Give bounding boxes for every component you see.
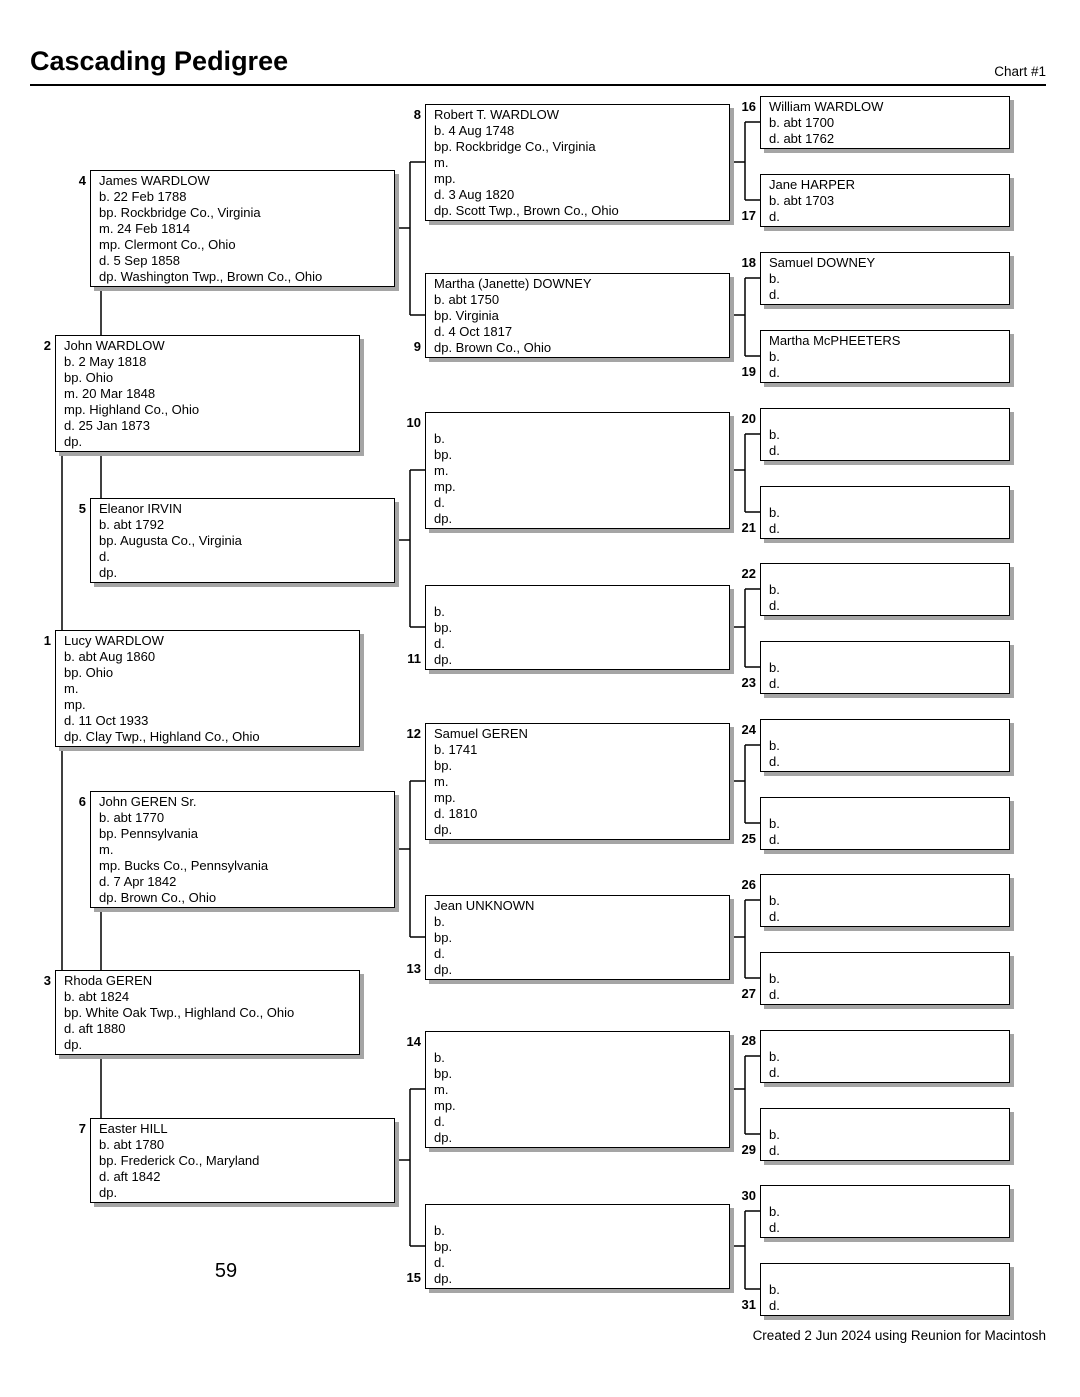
person-box-6 [78,791,395,908]
detail-line: mp. [64,697,86,712]
detail-line: dp. [434,652,453,667]
person-details [760,1108,1010,1161]
detail-line: bp. [434,758,453,773]
detail-line: b. [769,660,780,675]
person-details [90,1118,395,1203]
created-note: Created 2 Jun 2024 using Reunion for Macintosh [752,1328,1046,1343]
detail-line: b. [769,738,780,753]
detail-line: d. [434,1255,445,1270]
person-box-18 [741,252,1010,305]
person-number: 24 [741,722,756,737]
person-name: John GEREN Sr. [99,794,197,809]
detail-line: d. [769,987,780,1002]
chart-number-label: Chart #1 [994,64,1046,79]
person-box-2 [43,335,360,452]
person-number: 17 [741,208,756,223]
detail-line: mp. Bucks Co., Pennsylvania [99,858,269,873]
page-number: 59 [214,1260,238,1282]
person-number: 31 [741,1297,756,1312]
person-number: 19 [741,364,756,379]
detail-line: mp. [434,479,456,494]
person-number: 28 [741,1033,756,1048]
person-number: 27 [741,986,756,1001]
person-number: 9 [413,339,421,354]
detail-line: d. [99,549,110,564]
detail-line: b. [769,971,780,986]
person-name: Lucy WARDLOW [64,633,164,648]
person-box-31 [741,1263,1010,1316]
person-box-29 [741,1108,1010,1161]
detail-line: b. 22 Feb 1788 [99,189,187,204]
person-box-1 [43,630,360,747]
person-number: 25 [741,831,756,846]
detail-line: d. 3 Aug 1820 [434,187,515,202]
detail-line: d. aft 1880 [64,1021,126,1036]
person-details [425,895,730,980]
person-box-28 [741,1030,1010,1083]
detail-line: dp. [434,822,453,837]
detail-line: b. [434,1050,445,1065]
person-box-14 [406,1031,730,1148]
detail-line: bp. Augusta Co., Virginia [99,533,242,548]
detail-line: bp. Ohio [64,665,114,680]
person-box-3 [43,970,360,1055]
detail-line: m. [434,155,449,170]
person-details [90,498,395,583]
detail-line: d. [769,1065,780,1080]
person-name [769,722,1003,738]
person-box-9 [413,273,730,358]
detail-line: b. [434,1223,445,1238]
detail-line: bp. Rockbridge Co., Virginia [99,205,261,220]
person-box-8 [413,104,730,221]
detail-line: b. [434,604,445,619]
detail-line: d. 25 Jan 1873 [64,418,151,433]
person-name [434,1034,723,1050]
detail-line: dp. Clay Twp., Highland Co., Ohio [64,729,260,744]
person-details [760,96,1010,149]
detail-line: b. [769,1049,780,1064]
person-number: 13 [406,961,421,976]
detail-line: bp. White Oak Twp., Highland Co., Ohio [64,1005,295,1020]
person-box-13 [406,895,730,980]
person-name [769,489,1003,505]
person-name [769,644,1003,660]
person-name: Jane HARPER [769,177,855,192]
person-details [760,330,1010,383]
detail-line: b. [769,1127,780,1142]
person-number: 1 [43,633,51,648]
detail-line: d. [769,832,780,847]
person-name: Martha (Janette) DOWNEY [434,276,592,291]
person-details [425,723,730,840]
detail-line: d. [769,365,780,380]
person-box-11 [407,585,730,670]
person-number: 12 [406,726,421,741]
detail-line: b. [769,1282,780,1297]
person-name: Eleanor IRVIN [99,501,182,516]
person-name: William WARDLOW [769,99,884,114]
detail-line: b. [769,427,780,442]
detail-line: m. [64,681,79,696]
person-details [760,174,1010,227]
detail-line: d. [769,1143,780,1158]
detail-line: bp. [434,620,453,635]
detail-line: dp. [99,565,118,580]
detail-line: m. [434,463,449,478]
person-name [769,877,1003,893]
person-box-10 [406,412,730,529]
person-name [769,566,1003,582]
person-details [760,1030,1010,1083]
person-details [760,719,1010,772]
detail-line: dp. [434,511,453,526]
detail-line: d. [434,946,445,961]
person-details [760,641,1010,694]
detail-line: b. [769,1204,780,1219]
detail-line: bp. [434,1239,453,1254]
person-name [769,1188,1003,1204]
detail-line: dp. Washington Twp., Brown Co., Ohio [99,269,323,284]
person-details [55,970,360,1055]
detail-line: b. [769,582,780,597]
person-name: Martha McPHEETERS [769,333,901,348]
person-box-21 [741,486,1010,539]
person-name: Rhoda GEREN [64,973,153,988]
detail-line: b. [434,431,445,446]
detail-line: mp. Highland Co., Ohio [64,402,200,417]
detail-line: d. 11 Oct 1933 [64,713,149,728]
person-details [55,335,360,452]
detail-line: d. [769,598,780,613]
detail-line: b. 2 May 1818 [64,354,147,369]
person-details [760,874,1010,927]
detail-line: dp. Scott Twp., Brown Co., Ohio [434,203,619,218]
person-number: 16 [741,99,756,114]
detail-line: b. [769,505,780,520]
detail-line: d. [434,495,445,510]
person-number: 2 [43,338,51,353]
person-details [760,252,1010,305]
detail-line: d. [769,1220,780,1235]
person-number: 26 [741,877,756,892]
detail-line: dp. Brown Co., Ohio [99,890,217,905]
person-name: James WARDLOW [99,173,210,188]
person-details [760,486,1010,539]
detail-line: b. abt Aug 1860 [64,649,156,664]
person-details [425,273,730,358]
person-details [425,1204,730,1289]
detail-line: b. abt 1700 [769,115,835,130]
person-box-15 [406,1204,730,1289]
detail-line: b. [769,816,780,831]
person-name: Easter HILL [99,1121,168,1136]
detail-line: b. abt 1703 [769,193,835,208]
detail-line: b. [434,914,445,929]
person-number: 23 [741,675,756,690]
detail-line: dp. [99,1185,118,1200]
person-details [760,797,1010,850]
detail-line: dp. [434,1271,453,1286]
detail-line: bp. [434,1066,453,1081]
detail-line: dp. [434,962,453,977]
person-number: 6 [78,794,86,809]
detail-line: d. [769,1298,780,1313]
person-box-12 [406,723,730,840]
person-number: 20 [741,411,756,426]
person-name [434,415,723,431]
detail-line: b. 4 Aug 1748 [434,123,515,138]
person-name [769,800,1003,816]
person-details [425,585,730,670]
detail-line: mp. [434,171,456,186]
detail-line: d. [769,521,780,536]
detail-line: b. abt 1770 [99,810,165,825]
detail-line: bp. Frederick Co., Maryland [99,1153,260,1168]
person-name: Jean UNKNOWN [434,898,535,913]
detail-line: m. [434,774,449,789]
person-box-22 [741,563,1010,616]
person-box-16 [741,96,1010,149]
detail-line: d. 4 Oct 1817 [434,324,513,339]
person-name [434,1207,723,1223]
person-box-30 [741,1185,1010,1238]
detail-line: dp. [64,434,83,449]
detail-line: b. abt 1824 [64,989,130,1004]
person-details [760,408,1010,461]
detail-line: b. 1741 [434,742,478,757]
detail-line: d. [769,209,780,224]
detail-line: bp. Rockbridge Co., Virginia [434,139,596,154]
detail-line: d. [769,443,780,458]
detail-line: mp. [434,790,456,805]
detail-line: bp. Ohio [64,370,114,385]
person-box-19 [741,330,1010,383]
detail-line: m. 24 Feb 1814 [99,221,191,236]
detail-line: b. abt 1780 [99,1137,165,1152]
person-box-27 [741,952,1010,1005]
detail-line: dp. Brown Co., Ohio [434,340,552,355]
detail-line: d. 1810 [434,806,478,821]
detail-line: m. [434,1082,449,1097]
person-number: 4 [78,173,86,188]
detail-line: b. [769,893,780,908]
detail-line: d. [434,1114,445,1129]
detail-line: d. [769,909,780,924]
detail-line: m. 20 Mar 1848 [64,386,156,401]
person-name: John WARDLOW [64,338,165,353]
detail-line: b. [769,349,780,364]
person-details [760,1263,1010,1316]
person-details [90,791,395,908]
person-box-25 [741,797,1010,850]
person-details [425,104,730,221]
person-name: Robert T. WARDLOW [434,107,559,122]
person-number: 10 [406,415,421,430]
page-title: Cascading Pedigree [30,46,289,76]
detail-line: d. [769,287,780,302]
detail-line: dp. [434,1130,453,1145]
detail-line: d. 5 Sep 1858 [99,253,180,268]
detail-line: b. [769,271,780,286]
person-box-24 [741,719,1010,772]
person-number: 7 [78,1121,86,1136]
person-number: 29 [741,1142,756,1157]
detail-line: d. 7 Apr 1842 [99,874,177,889]
person-name [434,588,723,604]
detail-line: d. [769,754,780,769]
person-number: 8 [413,107,421,122]
person-name [769,1266,1003,1282]
person-number: 3 [43,973,51,988]
person-number: 21 [741,520,756,535]
person-name [769,1111,1003,1127]
person-name: Samuel DOWNEY [769,255,876,270]
person-details [55,630,360,747]
detail-line: bp. Pennsylvania [99,826,199,841]
person-details [425,412,730,529]
person-name [769,411,1003,427]
person-number: 14 [406,1034,421,1049]
detail-line: dp. [64,1037,83,1052]
person-details [760,1185,1010,1238]
person-box-26 [741,874,1010,927]
person-number: 15 [406,1270,421,1285]
person-number: 30 [741,1188,756,1203]
person-details [425,1031,730,1148]
person-name: Samuel GEREN [434,726,528,741]
detail-line: bp. [434,447,453,462]
person-number: 22 [741,566,756,581]
detail-line: d. abt 1762 [769,131,835,146]
detail-line: d. [434,636,445,651]
detail-line: mp. [434,1098,456,1113]
detail-line: d. [769,676,780,691]
person-box-7 [78,1118,395,1203]
person-details [760,563,1010,616]
detail-line: bp. Virginia [434,308,499,323]
person-number: 11 [407,651,421,666]
detail-line: d. aft 1842 [99,1169,161,1184]
person-box-5 [78,498,395,583]
person-box-17 [741,174,1010,227]
detail-line: b. abt 1750 [434,292,500,307]
person-name [769,955,1003,971]
detail-line: b. abt 1792 [99,517,165,532]
person-box-4 [78,170,395,287]
person-box-20 [741,408,1010,461]
person-details [90,170,395,287]
person-number: 18 [741,255,756,270]
person-number: 5 [78,501,86,516]
person-box-23 [741,641,1010,694]
person-name [769,1033,1003,1049]
detail-line: bp. [434,930,453,945]
detail-line: m. [99,842,114,857]
detail-line: mp. Clermont Co., Ohio [99,237,236,252]
person-details [760,952,1010,1005]
